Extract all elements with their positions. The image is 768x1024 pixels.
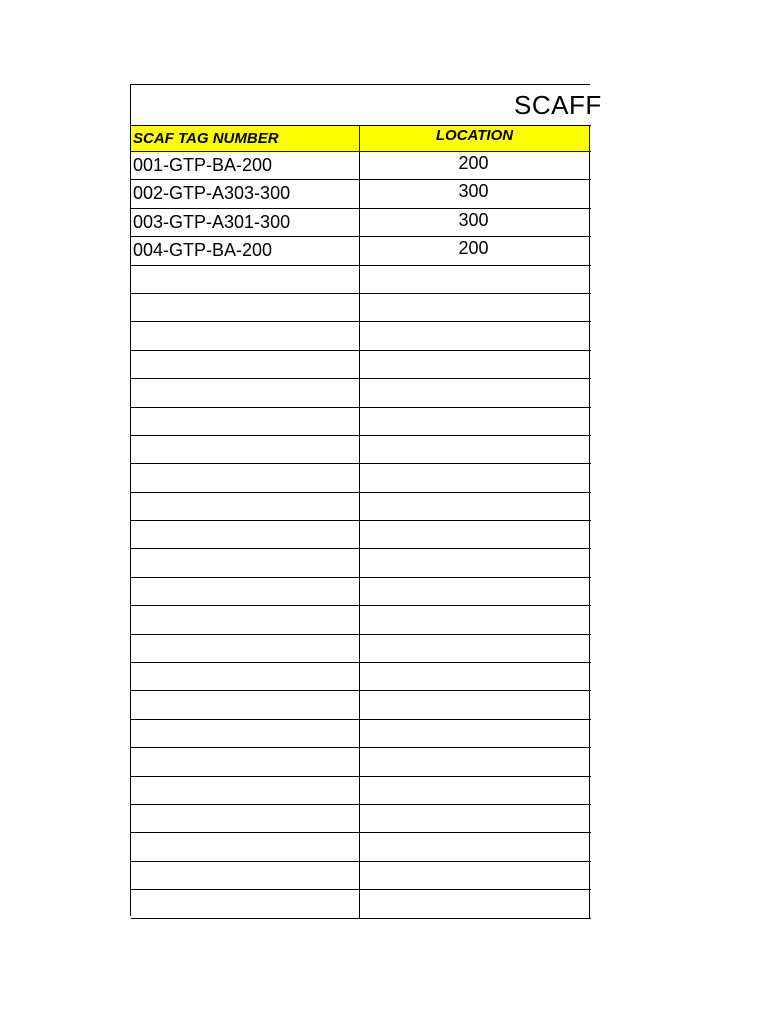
cell-tag-number[interactable] xyxy=(131,833,360,860)
cell-location[interactable]: 200 xyxy=(360,237,590,264)
cell-tag-number[interactable]: 004-GTP-BA-200 xyxy=(131,237,360,264)
cell-tag-number[interactable] xyxy=(131,379,360,406)
table-row xyxy=(131,152,591,180)
cell-tag-number[interactable] xyxy=(131,408,360,435)
table-row xyxy=(131,663,591,691)
table-row xyxy=(131,720,591,748)
cell-location[interactable] xyxy=(360,266,590,293)
cell-tag-number[interactable]: 002-GTP-A303-300 xyxy=(131,180,360,207)
table-row xyxy=(131,180,591,208)
cell-location[interactable] xyxy=(360,862,590,889)
cell-location[interactable] xyxy=(360,606,590,633)
table-row xyxy=(131,606,591,634)
cell-location[interactable] xyxy=(360,720,590,747)
table-row xyxy=(131,691,591,719)
cell-tag-number[interactable] xyxy=(131,578,360,605)
cell-tag-number[interactable] xyxy=(131,663,360,690)
cell-location[interactable] xyxy=(360,493,590,520)
header-row xyxy=(131,126,591,152)
cell-tag-number[interactable] xyxy=(131,635,360,662)
table-row xyxy=(131,748,591,776)
table-row xyxy=(131,493,591,521)
cell-tag-number[interactable] xyxy=(131,549,360,576)
cell-location[interactable] xyxy=(360,322,590,349)
cell-tag-number[interactable] xyxy=(131,266,360,293)
cell-tag-number[interactable]: 003-GTP-A301-300 xyxy=(131,209,360,236)
cell-location[interactable]: 200 xyxy=(360,152,590,179)
table-row xyxy=(131,209,591,237)
cell-tag-number[interactable] xyxy=(131,862,360,889)
table-row xyxy=(131,635,591,663)
table-body xyxy=(131,152,591,919)
cell-location[interactable] xyxy=(360,805,590,832)
table-row xyxy=(131,266,591,294)
cell-location[interactable] xyxy=(360,777,590,804)
cell-location[interactable] xyxy=(360,663,590,690)
cell-tag-number[interactable] xyxy=(131,691,360,718)
cell-tag-number[interactable]: 001-GTP-BA-200 xyxy=(131,152,360,179)
cell-location[interactable] xyxy=(360,833,590,860)
cell-location[interactable] xyxy=(360,351,590,378)
cell-location[interactable]: 300 xyxy=(360,209,590,236)
title-cell[interactable] xyxy=(131,85,602,126)
table-row xyxy=(131,862,591,890)
cell-tag-number[interactable] xyxy=(131,294,360,321)
cell-tag-number[interactable] xyxy=(131,805,360,832)
cell-location[interactable] xyxy=(360,436,590,463)
cell-tag-number[interactable] xyxy=(131,606,360,633)
table-row xyxy=(131,351,591,379)
header-location[interactable]: LOCATION xyxy=(360,126,590,151)
table-row xyxy=(131,322,591,350)
table-row xyxy=(131,833,591,861)
table-row xyxy=(131,805,591,833)
cell-location[interactable] xyxy=(360,379,590,406)
cell-tag-number[interactable] xyxy=(131,720,360,747)
cell-location[interactable] xyxy=(360,549,590,576)
sheet-title: SCAFF xyxy=(514,90,602,120)
spreadsheet-table xyxy=(130,84,602,916)
cell-location[interactable] xyxy=(360,890,590,917)
cell-tag-number[interactable] xyxy=(131,351,360,378)
table-row xyxy=(131,294,591,322)
cell-location[interactable] xyxy=(360,748,590,775)
table-row xyxy=(131,521,591,549)
header-scaf-tag-number[interactable]: SCAF TAG NUMBER xyxy=(131,126,360,151)
cell-tag-number[interactable] xyxy=(131,322,360,349)
table-row xyxy=(131,549,591,577)
cell-tag-number[interactable] xyxy=(131,436,360,463)
cell-location[interactable] xyxy=(360,408,590,435)
table-row xyxy=(131,890,591,918)
cell-tag-number[interactable] xyxy=(131,777,360,804)
cell-tag-number[interactable] xyxy=(131,890,360,917)
cell-location[interactable] xyxy=(360,578,590,605)
cell-tag-number[interactable] xyxy=(131,521,360,548)
cell-location[interactable] xyxy=(360,691,590,718)
cell-location[interactable]: 300 xyxy=(360,180,590,207)
cell-tag-number[interactable] xyxy=(131,493,360,520)
cell-location[interactable] xyxy=(360,294,590,321)
table-row xyxy=(131,777,591,805)
cell-location[interactable] xyxy=(360,521,590,548)
table-row xyxy=(131,436,591,464)
cell-location[interactable] xyxy=(360,464,590,491)
cell-tag-number[interactable] xyxy=(131,748,360,775)
table-row xyxy=(131,237,591,265)
cell-tag-number[interactable] xyxy=(131,464,360,491)
table-row xyxy=(131,464,591,492)
cell-location[interactable] xyxy=(360,635,590,662)
table-row xyxy=(131,379,591,407)
table-row xyxy=(131,408,591,436)
table-row xyxy=(131,578,591,606)
